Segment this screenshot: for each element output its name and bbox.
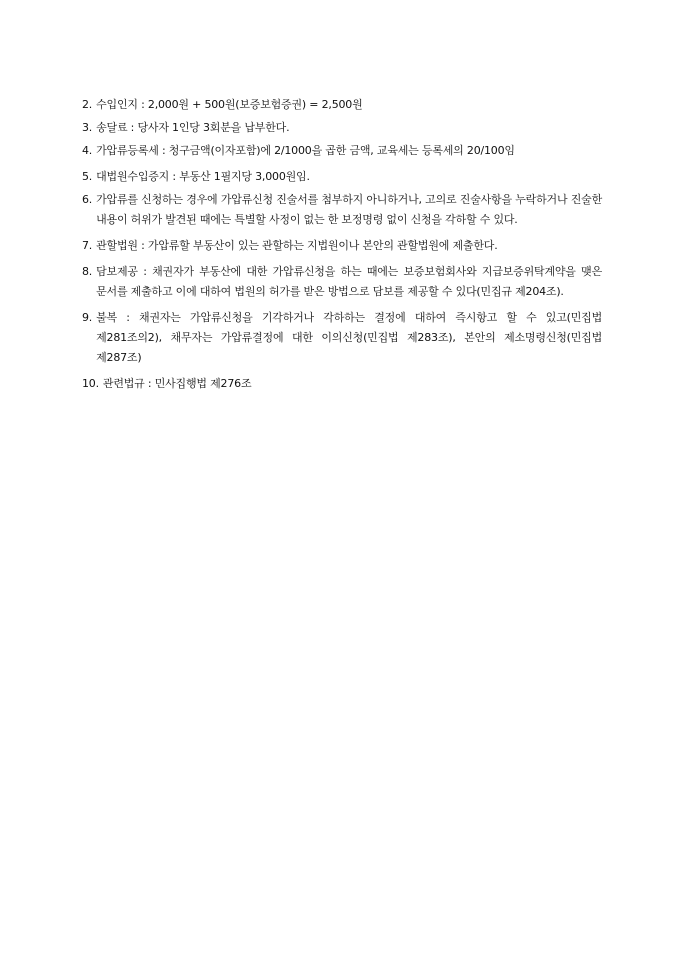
note-number: 7. xyxy=(82,239,93,252)
note-text: 담보제공 : 채권자가 부동산에 대한 가압류신청을 하는 때에는 보증보험회사와 지급보증위탁계약을 맺은 문서를 제출하고 이에 대하여 법원의 허가를 받은 방법으로 담보를 제공할 수 있다(민집규 제204조). xyxy=(96,265,602,298)
note-text: 불복 : 채권자는 가압류신청을 기각하거나 각하하는 결정에 대하여 즉시항고 할 수 있고(민집법 제281조의2), 채무자는 가압류결정에 대한 이의신청(민집법 제283조), 본안의 제소명령신청(민집법 제287조) xyxy=(96,311,602,364)
note-text: 대법원수입증지 : 부동산 1필지당 3,000원임. xyxy=(96,170,310,183)
note-item-6 xyxy=(82,190,602,230)
note-number: 9. xyxy=(82,311,93,324)
note-text: 관련법규 : 민사집행법 제276조 xyxy=(102,377,252,390)
note-text: 수입인지 : 2,000원 + 500원(보증보험증권) = 2,500원 xyxy=(96,98,363,111)
note-number: 8. xyxy=(82,265,93,278)
note-item-5 xyxy=(82,167,602,187)
note-text: 가압류를 신청하는 경우에 가압류신청 진술서를 첨부하지 아니하거나, 고의로 진술사항을 누락하거나 진술한 내용이 허위가 발견된 때에는 특별할 사정이 없는 한 보정명령 없이 신청을 각하할 수 있다. xyxy=(96,193,602,226)
note-item-10 xyxy=(82,374,602,394)
note-number: 3. xyxy=(82,121,93,134)
note-text: 가압류등록세 : 청구금액(이자포함)에 2/1000을 곱한 금액, 교육세는 등록세의 20/100임 xyxy=(96,144,515,157)
note-item-4 xyxy=(82,141,602,161)
note-number: 2. xyxy=(82,98,93,111)
note-item-7 xyxy=(82,236,602,256)
note-number: 6. xyxy=(82,193,93,206)
note-text: 송달료 : 당사자 1인당 3회분을 납부한다. xyxy=(96,121,290,134)
note-item-3 xyxy=(82,118,602,138)
note-item-9 xyxy=(82,308,602,368)
note-number: 10. xyxy=(82,377,99,390)
note-number: 4. xyxy=(82,144,93,157)
note-item-8 xyxy=(82,262,602,302)
note-text: 관할법원 : 가압류할 부동산이 있는 관할하는 지법원이나 본안의 관할법원에 제출한다. xyxy=(96,239,498,252)
notes-list xyxy=(82,95,602,400)
note-item-2 xyxy=(82,95,602,115)
note-number: 5. xyxy=(82,170,93,183)
